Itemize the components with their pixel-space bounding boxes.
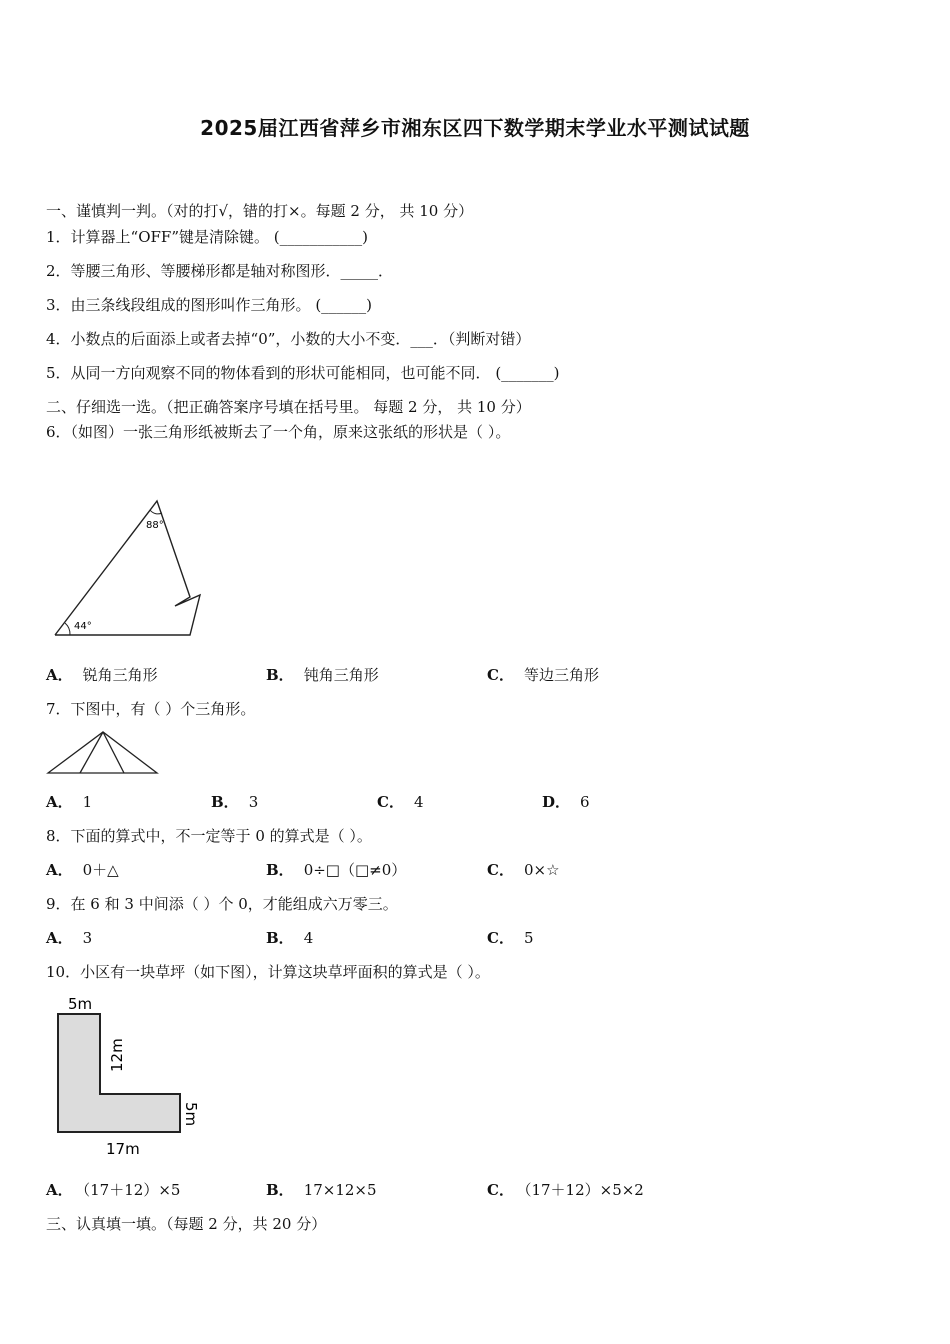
question-1: 1．计算器上“OFF”键是清除键。 (___________)	[46, 228, 368, 246]
angle-arc-bottom	[65, 623, 70, 635]
torn-triangle-outline	[55, 501, 200, 635]
q7-option-d: D． 6	[542, 793, 590, 811]
question-5: 5．从同一方向观察不同的物体看到的形状可能相同，也可能不同． (_______)	[46, 364, 560, 382]
question-9: 9．在 6 和 3 中间添（ ）个 0，才能组成六万零三。	[46, 895, 398, 913]
q9-option-c: C． 5	[487, 929, 534, 947]
q8-option-c: C． 0×☆	[487, 861, 560, 879]
q7-option-a: A． 1	[46, 793, 93, 811]
q6-option-b: B． 钝角三角形	[266, 666, 379, 684]
question-3: 3．由三条线段组成的图形叫作三角形。 (______)	[46, 296, 373, 314]
section1-header: 一、谨慎判一判。（对的打√，错的打×。每题 2 分， 共 10 分）	[46, 202, 474, 220]
q6-option-a: A． 锐角三角形	[46, 666, 158, 684]
lawn-figure	[46, 992, 216, 1162]
label-bottom-width: 17m	[106, 1140, 140, 1158]
q10-option-a: A． （17＋12）×5	[46, 1181, 181, 1199]
angle-label-top: 88°	[146, 520, 164, 531]
label-right-height: 5m	[182, 1102, 200, 1127]
label-top-width: 5m	[68, 995, 93, 1013]
inner-line-left	[80, 732, 103, 773]
q10-option-c: C． （17＋12）×5×2	[487, 1181, 644, 1199]
torn-triangle-figure	[50, 495, 215, 640]
question-10: 10．小区有一块草坪（如下图），计算这块草坪面积的算式是（ ）。	[46, 963, 490, 981]
q6-option-c: C． 等边三角形	[487, 666, 599, 684]
question-8: 8．下面的算式中，不一定等于 0 的算式是（ ）。	[46, 827, 372, 845]
page-title: 2025届江西省萍乡市湘东区四下数学期末学业水平测试试题	[200, 116, 750, 140]
section3-header: 三、认真填一填。（每题 2 分，共 20 分）	[46, 1215, 327, 1233]
q7-option-c: C． 4	[377, 793, 424, 811]
question-4: 4．小数点的后面添上或者去掉“0”，小数的大小不变．___．（判断对错）	[46, 330, 531, 348]
q8-option-a: A． 0＋△	[46, 861, 119, 879]
question-6: 6．（如图）一张三角形纸被斯去了一个角，原来这张纸的形状是（ ）。	[46, 423, 511, 441]
outer-triangle	[48, 732, 157, 773]
q9-option-a: A． 3	[46, 929, 93, 947]
q10-option-b: B． 17×12×5	[266, 1181, 377, 1199]
q8-option-b: B． 0÷□（□≠0）	[266, 861, 407, 879]
angle-label-bottom: 44°	[74, 621, 92, 632]
inner-line-right	[103, 732, 124, 773]
lawn-l-shape	[58, 1014, 180, 1132]
q7-option-b: B． 3	[211, 793, 259, 811]
triangle-count-figure	[46, 730, 161, 776]
label-inner-height: 12m	[108, 1038, 126, 1072]
question-7: 7．下图中，有（ ）个三角形。	[46, 700, 256, 718]
section2-header: 二、仔细选一选。（把正确答案序号填在括号里。 每题 2 分， 共 10 分）	[46, 398, 531, 416]
q9-option-b: B． 4	[266, 929, 314, 947]
question-2: 2．等腰三角形、等腰梯形都是轴对称图形．_____．	[46, 262, 394, 280]
